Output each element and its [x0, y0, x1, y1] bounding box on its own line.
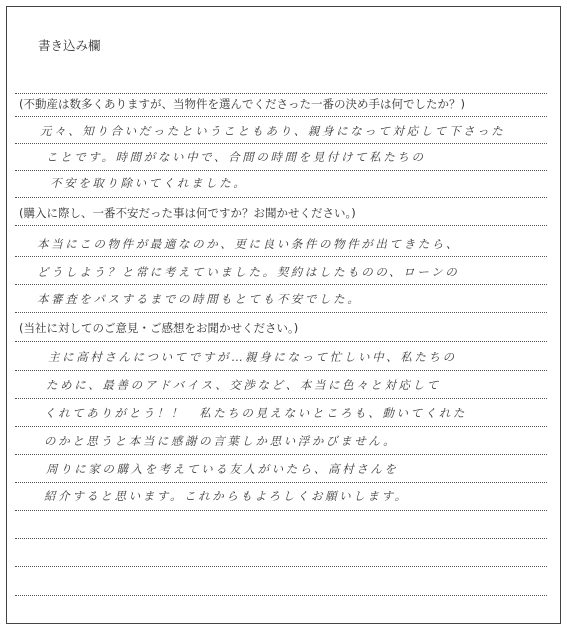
ruled-line [15, 170, 547, 171]
question-3: (当社に対してのご意見・ご感想をお聞かせください。) [19, 321, 299, 335]
ruled-line [15, 538, 547, 539]
ruled-line [15, 426, 547, 427]
answer-1-line-3: 不安を取り除いてくれました。 [50, 176, 248, 190]
ruled-line [15, 398, 547, 399]
ruled-line [15, 482, 547, 483]
ruled-line [15, 197, 547, 198]
answer-3-line-1: 主に高村さんについてですが…親身になって忙しい中、私たちの [48, 350, 457, 364]
answer-1-line-1: 元々、知り合いだったということもあり、親身になって対応して下さった [40, 124, 506, 138]
question-2: (購入に際し、一番不安だった事は何ですか？お聞かせください。) [19, 206, 356, 220]
answer-1-line-2: ことです。時間がない中で、合間の時間を見付けて私たちの [46, 150, 426, 164]
ruled-line [15, 225, 547, 226]
answer-2-line-1: 本当にこの物件が最適なのか、更に良い条件の物件が出てきたら、 [37, 237, 460, 251]
answer-3-line-2: ために、最善のアドバイス、交渉など、本当に色々と対応して [46, 378, 441, 392]
ruled-line [15, 143, 547, 144]
ruled-line [15, 510, 547, 511]
ruled-line [15, 566, 547, 567]
ruled-line [15, 341, 547, 342]
answer-3-line-6: 紹介すると思います。これからもよろしくお願いします。 [44, 489, 409, 503]
answer-2-line-3: 本審査をパスするまでの時間もとても不安でした。 [37, 292, 362, 306]
ruled-line [15, 116, 547, 117]
question-1: (不動産は数多くありますが、当物件を選んでくださった一番の決め手は何でしたか？) [19, 97, 465, 111]
answer-3-line-3: くれてありがとう！！ 私たちの見えないところも、動いてくれた [44, 406, 467, 420]
answer-2-line-2: どうしよう？と常に考えていました。契約はしたものの、ローンの [37, 265, 460, 279]
answer-3-line-4: のかと思うと本当に感謝の言葉しか思い浮かびません。 [44, 434, 398, 448]
answer-3-line-5: 周りに家の購入を考えている友人がいたら、高村さんを [46, 462, 399, 476]
ruled-line [15, 454, 547, 455]
ruled-line [15, 284, 547, 285]
form-title: 書き込み欄 [38, 38, 101, 53]
ruled-line [15, 93, 547, 94]
ruled-line [15, 595, 547, 596]
ruled-line [15, 312, 547, 313]
ruled-line [15, 370, 547, 371]
ruled-line [15, 256, 547, 257]
